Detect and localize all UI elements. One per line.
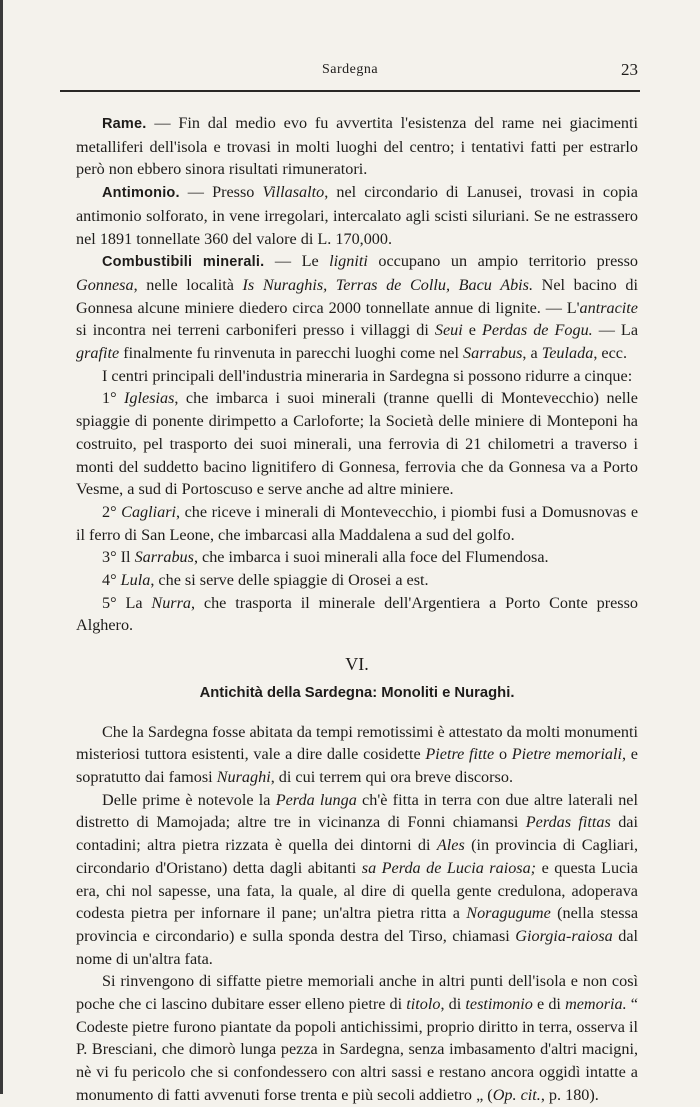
italic-text: Perda lunga [275,790,357,809]
paragraph [76,546,638,569]
page-body [76,112,638,1107]
italic-text: memoria. [565,995,627,1014]
text-run: , che imbarca i suoi minerali (tranne quelli di Montevecchio) nelle spiaggie di ponente dirimpetto a Carloforte; la Società delle miniere di Monteponi ha costruito, pel trasporto dei suoi minerali, una ferrovia di 21 chilometri a traverso i monti del suddetto bacino lignitifero di Gonnesa, ferrovia che da Gonnesa va a Porto Vesme, a sud di Portoscuso e serve anche ad altre miniere. [76,389,638,499]
text-run: — Fin dal medio evo fu avvertita l'esistenza del rame nei giacimenti metalliferi dell'isola e trovasi in molti luoghi del centro; i tentativi fatti per estrarlo però non ebbero sinora risultati rimuneratori. [76,114,638,179]
running-header [60,62,640,86]
paragraph [76,569,638,592]
italic-text: Sarrabus [463,344,523,363]
text-run: , a [522,344,542,363]
text-run: — Le [264,252,330,271]
text-run: o [494,745,512,764]
text-run: “ Codeste pietre furono piantate da popoli antichissimi, proprio diritto in terra, osserva il P. Bresciani, che dimorò lunga pezza in Sardegna, senza imbasamento d'altri macigni, nè vi fu pericolo che si confondessero con altri sassi e restano ancora oggidì intatte a monumento di fatti avvenuti forse trenta e più secoli addietro „ ( [76,995,638,1104]
text-run: , ecc. [593,344,628,363]
text-run: (in provincia di Cagliari, circondario d'Oristano) detta dagli abitanti [76,836,638,877]
text-run: dal nome di un'altra fata. [76,926,639,968]
paragraph [76,789,638,971]
text-run: Si rinvengono di siffatte pietre memoriali anche in altri punti dell'isola e non così poche che ci lascino dubitare esser elleno pietre di [76,972,638,1014]
text-run: I centri principali dell'industria mineraria in Sardegna si possono ridurre a cinque: [102,366,633,385]
italic-text: ligniti [329,252,368,271]
text-run: e [462,321,482,340]
section-number [76,653,638,676]
text-run: 1° [102,389,125,408]
paragraph [76,387,638,501]
italic-text: Cagliari [121,502,177,521]
italic-text: Perdas de Fogu. [481,321,593,340]
paragraph-label: Combustibili minerali. [102,254,265,271]
text-run: 5° La [102,593,152,612]
header-title: Sardegna [321,62,379,77]
italic-text: Seui [434,321,463,340]
text-run: , che riceve i minerali di Montevecchio, i piombi fusi a Domusnovas e il ferro di San Leone, che imbarcasi alla Maddalena a sud del golfo. [76,502,639,544]
text-run: occupano un ampio territorio presso [367,252,638,271]
text-run: ch'è fitta in terra con due altre laterali nel distretto di Mamojada; altre tre in vicinanza di Fonni chiamansi [76,790,638,832]
paragraph [76,365,638,388]
text-run: e di [532,995,566,1014]
text-run: Delle prime è notevole la [102,790,276,809]
italic-text: grafite [76,344,120,363]
text-run: si incontra nei terreni carboniferi presso i villaggi di [76,321,435,340]
text-run: Nel bacino di Gonnesa alcune miniere diedero circa 2000 tonnellate annue di lignite. — L' [76,275,638,317]
paragraph [76,721,638,789]
italic-text: Giorgia-raiosa [515,926,613,945]
text-run: , e sopratutto dai famosi [76,745,638,786]
text-run: VI. [345,654,369,675]
text-run: , che imbarca i suoi minerali alla foce del Flumendosa. [193,548,549,567]
paragraph [76,112,638,181]
italic-text: Nuraghi [216,767,271,786]
italic-text: Is Nuraghis, Terras de Collu, Bacu Abis. [242,275,534,294]
text-run: Che la Sardegna fosse abitata da tempi remotissimi è attestato da molti monumenti misteriosi tuttora esistenti, vale a dire dalle cosidette [76,722,638,764]
paragraph [76,181,638,250]
text-run: , nel circondario di Lanusei, trovasi in copia antimonio solforato, in vene irregolari, intercalato agli scisti siluriani. Se ne estrassero nel 1891 tonnellate 360 del valore di L. 170,000. [76,183,638,248]
italic-text: Villasalto [262,183,325,202]
text-run: , di [440,995,466,1014]
paragraph [76,501,638,546]
text-run: Antichità della Sardegna: Monoliti e Nuraghi. [199,684,515,701]
text-run: dai contadini; altra pietra rizzata è quella dei dintorni di [76,813,638,855]
paragraph-label: Antimonio. [102,185,180,202]
text-run: 2° [102,502,122,521]
text-run: — La [592,321,638,340]
text-run: 4° [102,571,121,590]
italic-text: Sarrabus [134,548,194,567]
text-run: , che trasporta il minerale dell'Argentiera a Porto Conte presso Alghero. [76,593,638,635]
text-run: 3° Il [102,548,135,567]
text-run: , p. 180). [540,1085,599,1104]
header-rule [60,90,640,92]
italic-text: Noragugume [466,904,551,923]
paragraph [76,250,638,365]
text-run: (nella stessa provincia e circondario) e sulla sponda destra del Tirso, chiamasi [76,904,638,945]
text-run: e questa Lucia era, chi nol sapesse, una fata, la quale, al dire di quella gente credulona, adoperava codesta pietra per infornare il pane; un'altra pietra ritta a [76,858,638,923]
paragraph-label: Rame. [102,116,147,132]
italic-text: Gonnesa [76,275,134,294]
text-run: , nelle località [133,275,243,294]
italic-text: Pietre memoriali [511,745,623,764]
page-edge [0,0,3,1094]
italic-text: antracite [579,298,638,317]
page-number: 23 [621,60,638,79]
italic-text: sa Perda de Lucia raiosa; [361,858,537,877]
italic-text: Op. cit. [492,1085,541,1104]
italic-text: Lula [120,571,151,590]
italic-text: Teulada [541,344,594,363]
text-run: , che si serve delle spiaggie di Orosei a est. [150,571,429,590]
italic-text: Pietre fitte [425,745,495,764]
italic-text: Ales [436,836,465,855]
italic-text: Nurra [151,593,191,612]
paragraph [76,592,638,637]
italic-text: titolo [406,995,441,1014]
italic-text: Iglesias [124,389,175,408]
text-run: , di cui terrem qui ora breve discorso. [270,767,513,786]
paragraph [76,970,638,1106]
text-run: — Presso [179,183,263,202]
section-heading [76,682,638,705]
italic-text: testimonio [465,995,533,1014]
text-run: finalmente fu rinvenuta in parecchi luoghi come nel [119,344,464,363]
italic-text: Perdas fittas [525,813,611,832]
